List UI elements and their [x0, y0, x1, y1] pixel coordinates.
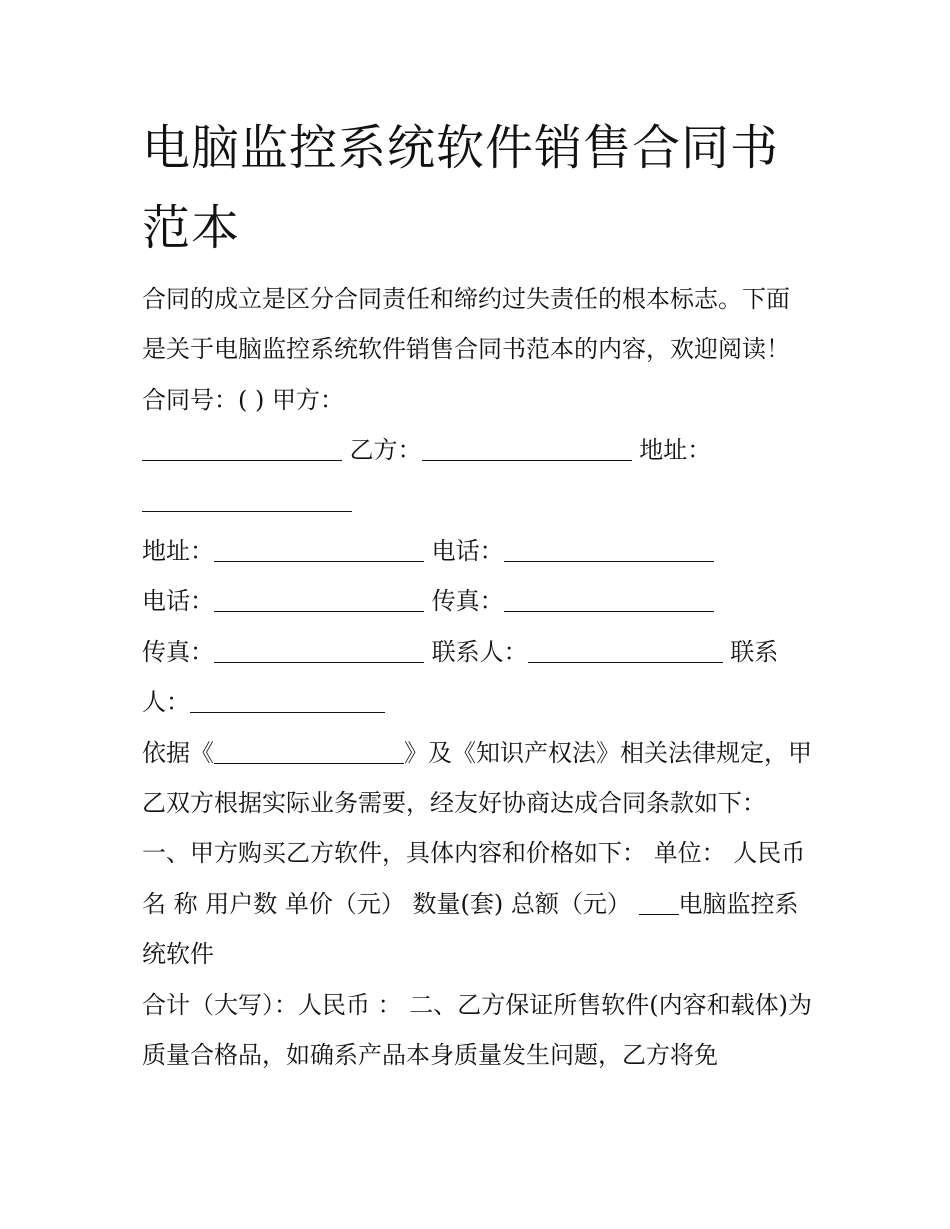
party-a-blank — [142, 436, 342, 461]
party-b-fax-label: 传真： — [142, 637, 214, 666]
party-b-contact-blank — [190, 688, 385, 713]
party-a-contact-blank — [528, 638, 723, 663]
legal-basis-paragraph — [142, 728, 812, 829]
legal-basis-suffix: 》及《知识产权法》相关法律规定，甲乙双方根据实际业务需要，经友好协商达成合同条款如下： — [142, 738, 812, 818]
party-b-address-label: 地址： — [142, 537, 214, 566]
party-b-phone-label: 电话： — [142, 587, 214, 616]
party-a-contact-label: 联系人： — [431, 637, 528, 666]
party-a-phone-blank — [504, 537, 714, 562]
total-paragraph: 合计（大写）：人民币 ： 二、乙方保证所售软件(内容和载体)为质量合格品，如确系产品本身质量发生问题，乙方将免 — [142, 990, 812, 1070]
intro-paragraph: 合同的成立是区分合同责任和缔约过失责任的根本标志。下面是关于电脑监控系统软件销售合同书范本的内容，欢迎阅读！ — [142, 285, 790, 364]
clause-1-product: 电脑监控系统软件 — [142, 889, 799, 969]
document-title: 电脑监控系统软件销售合同书范本 — [142, 120, 780, 256]
party-b-phone-blank — [214, 587, 424, 612]
party-a-phone-label: 电话： — [431, 537, 504, 566]
party-a-address-blank — [142, 487, 352, 512]
party-b-address-blank — [214, 537, 424, 562]
party-b-label: 乙方： — [349, 436, 422, 465]
law-name-blank — [214, 739, 404, 764]
product-name-blank — [639, 890, 679, 915]
clause-1-paragraph — [142, 828, 812, 979]
party-b-blank — [422, 436, 632, 461]
fax-contact-line — [142, 627, 812, 728]
contract-number-label: 合同号：( ) 甲方： — [142, 385, 344, 414]
clause-1-text: 一、甲方购买乙方软件，具体内容和价格如下： 单位： 人民币 名 称 用户数 单价（元） 数量(套) 总额（元） — [142, 839, 806, 918]
party-b-fax-blank — [214, 638, 424, 663]
address-phone-line — [142, 526, 812, 576]
document-body — [142, 274, 812, 1081]
phone-fax-line — [142, 576, 812, 626]
contract-number-line — [142, 375, 812, 425]
party-a-fax-blank — [504, 587, 714, 612]
party-a-fax-label: 传真： — [431, 587, 504, 616]
party-info-line — [142, 425, 812, 526]
party-a-address-label: 地址： — [639, 436, 712, 465]
party-b-contact-label: 联系人： — [142, 637, 779, 717]
legal-basis-prefix: 依据《 — [142, 738, 214, 767]
